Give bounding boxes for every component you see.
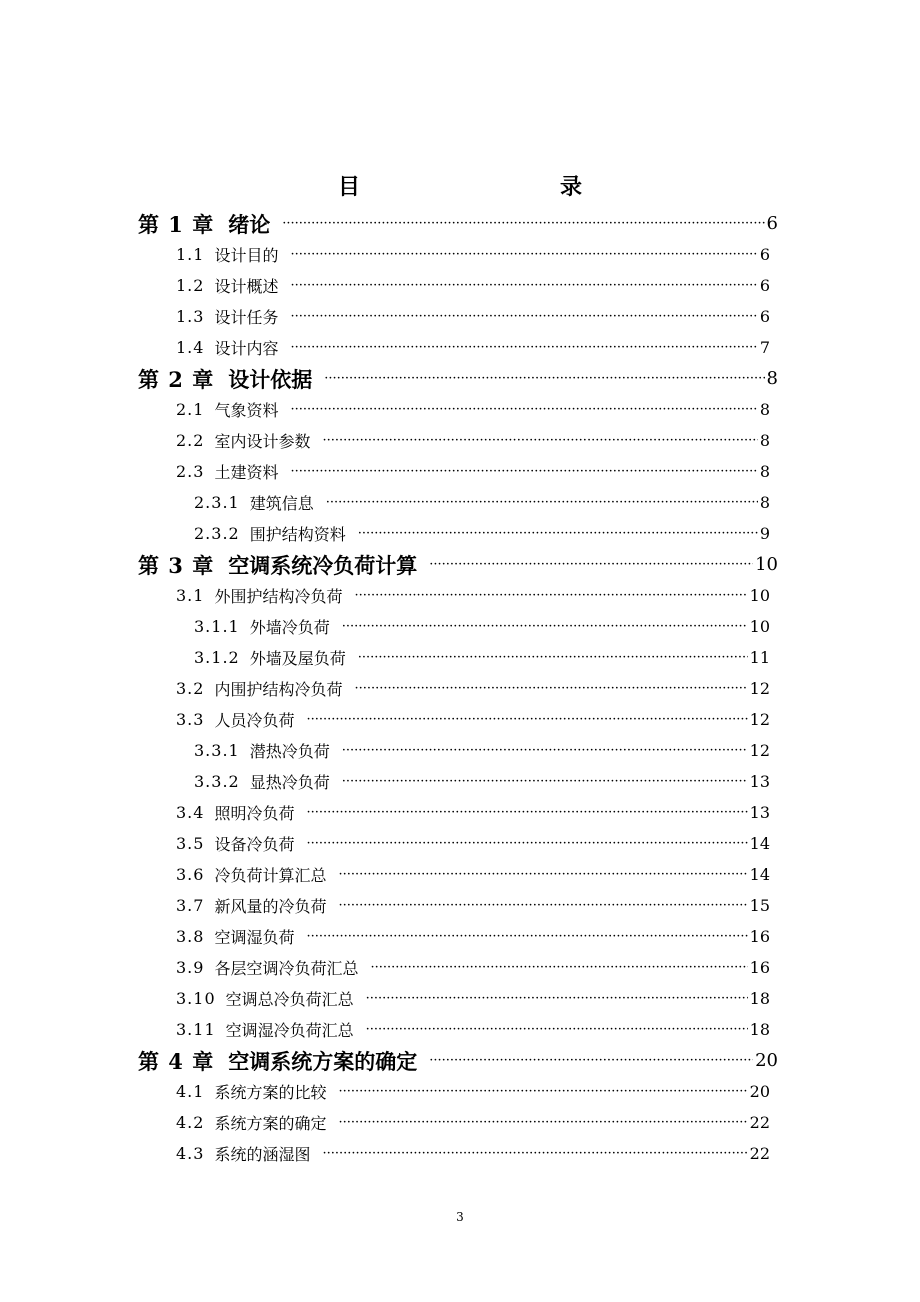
toc-entry[interactable] [138, 549, 778, 580]
toc-entry-number: 1.3 [176, 307, 205, 326]
toc-entry-label: 潜热冷负荷 [249, 742, 330, 761]
toc-entry-page: 22 [749, 1113, 770, 1132]
toc-entry-number: 3.2 [176, 679, 205, 698]
toc-entry[interactable] [138, 1045, 778, 1076]
toc-entry-label: 外围护结构冷负荷 [214, 587, 343, 606]
toc-entry-label: 空调系统冷负荷计算 [228, 552, 418, 578]
toc-entry-page: 18 [749, 1020, 770, 1039]
toc-entry[interactable] [176, 1076, 770, 1107]
toc-entry-page: 20 [749, 1082, 770, 1101]
toc-entry-label: 内围护结构冷负荷 [214, 680, 343, 699]
toc-dot-leader [354, 589, 747, 603]
toc-entry[interactable] [194, 611, 770, 642]
toc-entry[interactable] [176, 394, 770, 425]
toc-entry-page: 11 [749, 648, 770, 667]
toc-entry-page: 6 [759, 276, 770, 295]
toc-title: 目 录 [337, 174, 634, 200]
toc-entry-number: 3.9 [176, 958, 205, 977]
toc-entry-page: 6 [759, 245, 770, 264]
toc-dot-leader [290, 310, 757, 324]
toc-entry[interactable] [194, 487, 770, 518]
toc-dot-leader [322, 1147, 747, 1161]
toc-dot-leader [324, 372, 764, 386]
toc-entry-number: 3.1 [176, 586, 205, 605]
toc-dot-leader [366, 992, 748, 1006]
toc-entry-page: 7 [759, 338, 770, 357]
toc-dot-leader [338, 1116, 747, 1130]
toc-entry-number: 3.6 [176, 865, 205, 884]
toc-dot-leader [354, 682, 747, 696]
toc-dot-leader [306, 713, 747, 727]
toc-entry-number: 3.11 [176, 1020, 216, 1039]
toc-entry-number: 3.4 [176, 803, 205, 822]
toc-entry-page: 15 [749, 896, 770, 915]
toc-entry-page: 20 [755, 1050, 778, 1071]
toc-entry-page: 14 [749, 834, 770, 853]
toc-entry-label: 空调湿负荷 [214, 928, 295, 947]
toc-entry[interactable] [176, 797, 770, 828]
toc-dot-leader [342, 620, 748, 634]
toc-entry-label: 空调湿冷负荷汇总 [225, 1021, 354, 1040]
toc-entry-number: 3.3 [176, 710, 205, 729]
toc-entry[interactable] [176, 921, 770, 952]
toc-entry-number: 4.3 [176, 1144, 205, 1163]
toc-entry-label: 系统的涵湿图 [214, 1145, 311, 1164]
toc-entry-page: 8 [759, 462, 770, 481]
toc-dot-leader [290, 403, 757, 417]
toc-entry-number: 4.2 [176, 1113, 205, 1132]
toc-entry-number: 第 2 章 [138, 366, 215, 392]
toc-entry[interactable] [176, 1107, 770, 1138]
toc-entry[interactable] [176, 239, 770, 270]
toc-entry-label: 围护结构资料 [249, 525, 346, 544]
toc-entry-page: 16 [749, 927, 770, 946]
toc-entry-number: 3.3.2 [194, 772, 240, 791]
toc-entry-number: 2.3 [176, 462, 205, 481]
toc-entry-page: 8 [759, 431, 770, 450]
toc-entry[interactable] [194, 642, 770, 673]
toc-entry[interactable] [176, 301, 770, 332]
toc-entry-page: 10 [749, 617, 770, 636]
toc-entry-number: 3.3.1 [194, 741, 240, 760]
toc-entry[interactable] [194, 735, 770, 766]
toc-entry-label: 外墙冷负荷 [249, 618, 330, 637]
toc-entry-page: 12 [749, 741, 770, 760]
toc-entry-label: 设计概述 [214, 277, 279, 296]
toc-entry-number: 第 1 章 [138, 211, 215, 237]
toc-entry-label: 照明冷负荷 [214, 804, 295, 823]
toc-dot-leader [429, 558, 753, 572]
toc-dot-leader [342, 775, 748, 789]
toc-dot-leader [282, 217, 764, 231]
toc-entry-page: 9 [759, 524, 770, 543]
toc-dot-leader [370, 961, 747, 975]
toc-dot-leader [306, 806, 747, 820]
toc-dot-leader [338, 868, 747, 882]
toc-entry-page: 6 [766, 213, 778, 234]
toc-dot-leader [306, 930, 747, 944]
toc-entry-label: 人员冷负荷 [214, 711, 295, 730]
toc-dot-leader [306, 837, 747, 851]
toc-entry-label: 建筑信息 [249, 494, 314, 513]
toc-entry-number: 1.1 [176, 245, 205, 264]
toc-entry-label: 气象资料 [214, 401, 279, 420]
toc-entry-number: 3.10 [176, 989, 216, 1008]
toc-entry-label: 各层空调冷负荷汇总 [214, 959, 359, 978]
toc-entry-label: 室内设计参数 [214, 432, 311, 451]
toc-entry-number: 1.4 [176, 338, 205, 357]
toc-dot-leader [366, 1023, 748, 1037]
toc-entry-label: 新风量的冷负荷 [214, 897, 327, 916]
toc-entry[interactable] [138, 208, 778, 239]
toc-entry-number: 3.7 [176, 896, 205, 915]
toc-dot-leader [338, 899, 747, 913]
toc-entry-number: 第 3 章 [138, 552, 215, 578]
toc-entry-label: 土建资料 [214, 463, 279, 482]
toc-entry[interactable] [194, 766, 770, 797]
toc-entry-number: 3.5 [176, 834, 205, 853]
toc-entry[interactable] [176, 580, 770, 611]
toc-entry-label: 显热冷负荷 [249, 773, 330, 792]
toc-entry[interactable] [176, 952, 770, 983]
toc-entry-number: 4.1 [176, 1082, 205, 1101]
toc-dot-leader [326, 496, 758, 510]
toc-entry[interactable] [176, 704, 770, 735]
toc-entry[interactable] [176, 673, 770, 704]
toc-entry[interactable] [176, 425, 770, 456]
toc-entry-number: 2.2 [176, 431, 205, 450]
toc-entry-number: 3.1.2 [194, 648, 240, 667]
toc-entry[interactable] [176, 1014, 770, 1045]
toc-entry[interactable] [176, 859, 770, 890]
toc-dot-leader [338, 1085, 747, 1099]
toc-entry-label: 设计依据 [228, 366, 313, 392]
toc-entry-label: 设备冷负荷 [214, 835, 295, 854]
toc-entry-page: 13 [749, 772, 770, 791]
toc-entry-page: 8 [759, 400, 770, 419]
toc-entry-number: 2.1 [176, 400, 205, 419]
toc-entry[interactable] [176, 1138, 770, 1169]
toc-dot-leader [322, 434, 757, 448]
toc-entry-page: 13 [749, 803, 770, 822]
toc-entry-label: 冷负荷计算汇总 [214, 866, 327, 885]
page-number: 3 [456, 1210, 464, 1224]
toc-entry[interactable] [138, 363, 778, 394]
toc-entry[interactable] [176, 828, 770, 859]
toc-entry-number: 1.2 [176, 276, 205, 295]
toc-dot-leader [290, 279, 757, 293]
toc-entry[interactable] [176, 890, 770, 921]
toc-entry-label: 空调系统方案的确定 [228, 1048, 418, 1074]
toc-entry[interactable] [176, 983, 770, 1014]
toc-entry-label: 空调总冷负荷汇总 [225, 990, 354, 1009]
toc-entry-page: 22 [749, 1144, 770, 1163]
toc-entry-page: 10 [755, 554, 778, 575]
toc-entry-page: 12 [749, 679, 770, 698]
toc-entry[interactable] [176, 456, 770, 487]
toc-entry-label: 系统方案的确定 [214, 1114, 327, 1133]
toc-entry-page: 18 [749, 989, 770, 1008]
toc-entry-label: 设计目的 [214, 246, 279, 265]
toc-entry-label: 系统方案的比较 [214, 1083, 327, 1102]
toc-entry-page: 16 [749, 958, 770, 977]
toc-dot-leader [358, 527, 758, 541]
toc-dot-leader [290, 341, 757, 355]
toc-entry-label: 设计内容 [214, 339, 279, 358]
toc-entry-label: 绪论 [228, 211, 271, 237]
toc-entry-number: 3.8 [176, 927, 205, 946]
toc-entry-page: 12 [749, 710, 770, 729]
toc-entry[interactable] [176, 270, 770, 301]
toc-entry-page: 8 [766, 368, 778, 389]
toc-entry-page: 6 [759, 307, 770, 326]
toc-entry-page: 14 [749, 865, 770, 884]
toc-entry-number: 第 4 章 [138, 1048, 215, 1074]
toc-entry-number: 3.1.1 [194, 617, 240, 636]
toc-entry[interactable] [194, 518, 770, 549]
toc-entry[interactable] [176, 332, 770, 363]
toc-dot-leader [358, 651, 748, 665]
toc-entry-page: 8 [759, 493, 770, 512]
toc-entry-label: 设计任务 [214, 308, 279, 327]
toc-dot-leader [290, 248, 757, 262]
toc-entry-number: 2.3.1 [194, 493, 240, 512]
toc-dot-leader [429, 1054, 753, 1068]
toc-entry-label: 外墙及屋负荷 [249, 649, 346, 668]
toc-entry-number: 2.3.2 [194, 524, 240, 543]
toc-dot-leader [290, 465, 757, 479]
toc-entry-page: 10 [749, 586, 770, 605]
toc-dot-leader [342, 744, 748, 758]
